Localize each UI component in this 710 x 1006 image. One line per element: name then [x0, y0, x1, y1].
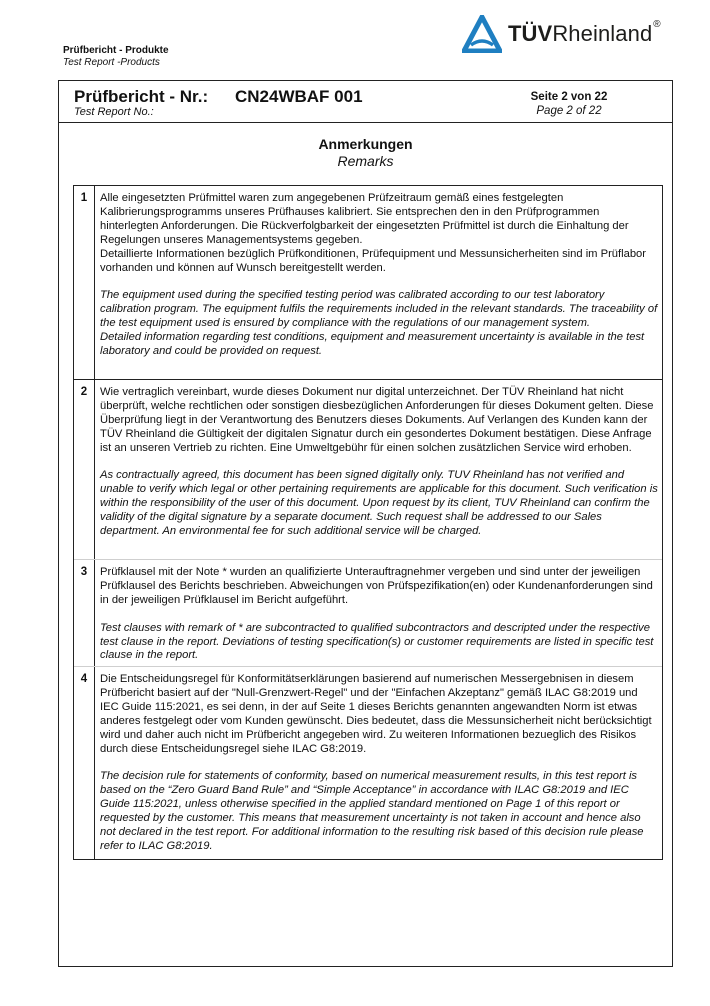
- remark-number: 1: [74, 186, 95, 379]
- page-indicator: Seite 2 von 22 Page 2 of 22: [530, 91, 608, 117]
- tuv-rheinland-logo: [462, 14, 661, 54]
- remark-text: Wie vertraglich vereinbart, wurde dieses Dokument nur digital unterzeichnet. Der TÜV Rheinland hat nicht überprüft, welche rechtlichen oder sonstigen diesbezüglichen Anforderungen für dieses Dokument gelten. Diese Überprüfung liegt in der Verantwortung des Benutzers dieses Dokuments. Auf Verlangen des Kunden kann der TÜV Rheinland die Gültigkeit der digitalen Signatur durch ein gesondertes Dokument bestätigen. Diese Anfrage ist an unseren Vertrieb zu richten. Eine Umweltgebühr für einen solchen zusätzlichen Service wird erhoben. As contractually agreed, this document has been signed digitally only. TUV Rheinland has not verified and unable to verify which legal or other pertaining requirements are applicable for this document. Such verification is within the responsibility of the user of this document. Upon request by its client, TUV Rheinland can confirm the validity of the digital signature by a separate document. Such request shall be addressed to our Sales department. An environmental fee for such additional service will be charged.: [100, 386, 658, 538]
- remark-number: 3: [74, 560, 95, 666]
- remark-row: [74, 666, 662, 859]
- report-header: [59, 81, 672, 123]
- remark-row: [74, 559, 662, 666]
- remark-number: 2: [74, 380, 95, 559]
- brand-name: TÜVRheinland®: [508, 19, 661, 46]
- remark-row: [74, 379, 662, 559]
- document-type-de: Prüfbericht - Produkte: [63, 45, 169, 56]
- report-number-label: Prüfbericht - Nr.: Test Report No.:: [74, 87, 209, 118]
- remarks-table: [73, 185, 663, 860]
- document-type-en: Test Report -Products: [63, 57, 160, 68]
- report-number: CN24WBAF 001: [235, 87, 363, 106]
- remark-number: 4: [74, 667, 95, 859]
- remark-text: Alle eingesetzten Prüfmittel waren zum angegebenen Prüfzeitraum gemäß eines festgelegten Kalibrierungsprogramms unseres Prüfhauses kalibriert. Sie entsprechen den in den Prüfprogrammen hinterlegten Anforderungen. Die Rückverfolgbarkeit der eingesetzten Prüfmittel ist durch die Einhaltung der Regelungen unseres Managementsystems gegeben. Detaillierte Informationen bezüglich Prüfkonditionen, Prüfequipment und Messunsicherheiten sind im Prüflabor vorhanden und können auf Wunsch bereitgestellt werden. The equipment used during the specified testing period was calibrated according to our test laboratory calibration program. The equipment fulfils the requirements included in the relevant standards. The traceability of the test equipment used is ensured by compliance with the regulations of our management system. Detailed information regarding test conditions, equipment and measurement uncertainty is available in the test laboratory and could be provided on request.: [100, 192, 658, 357]
- section-title: Anmerkungen Remarks: [318, 136, 413, 169]
- page-frame: [58, 80, 673, 967]
- document-type: [63, 45, 169, 69]
- remark-text: Prüfklausel mit der Note * wurden an qualifizierte Unterauftragnehmer vergeben und sind unter der jeweiligen Prüfklausel des Berichts beschrieben. Abweichungen von Prüfspezifikation(en) oder Kundenanforderungen sind in der jeweiligen Prüfklausel im Bericht aufgeführt. Test clauses with remark of * are subcontracted to qualified subcontractors and descripted under the respective test clause in the report. Deviations of testing specification(s) or customer requirements are listed in specific test clause in the report.: [100, 566, 654, 662]
- tuv-triangle-logo-icon: [462, 15, 502, 53]
- remark-row: [74, 186, 662, 379]
- remark-text: Die Entscheidungsregel für Konformitätserklärungen basierend auf numerischen Messergebnisen in diesem Prüfbericht basiert auf der "Null-Grenzwert-Regel" und der "Einfachen Akzeptanz" gemäß ILAC G8:2019 und IEC Guide 115:2021, es sei denn, in der auf Seite 1 dieses Berichts genannten angewandten Norm ist etwas anderes festgelegt oder vom Kunden gewünscht. Dies bedeutet, dass die Messunsicherheit nicht berücksichtigt wird und daher auch nicht im Prüfbericht angegeben wird. Zu weiteren Informationen bezueglich des Risikos durch diese Entscheidungsregel siehe ILAC G8:2019. The decision rule for statements of conformity, based on numerical measurement results, in this test report is based on the “Zero Guard Band Rule” and “Simple Acceptance” in accordance with ILAC G8:2019 and IEC Guide 115:2021, unless otherwise specified in the applied standard mentioned on Page 1 of this report or requested by the customer. This means that measurement uncertainty is not taken in account and hence also not declared in the test report. For additional information to the resulting risk based of this decision rule please refer to ILAC G8:2019.: [100, 673, 652, 852]
